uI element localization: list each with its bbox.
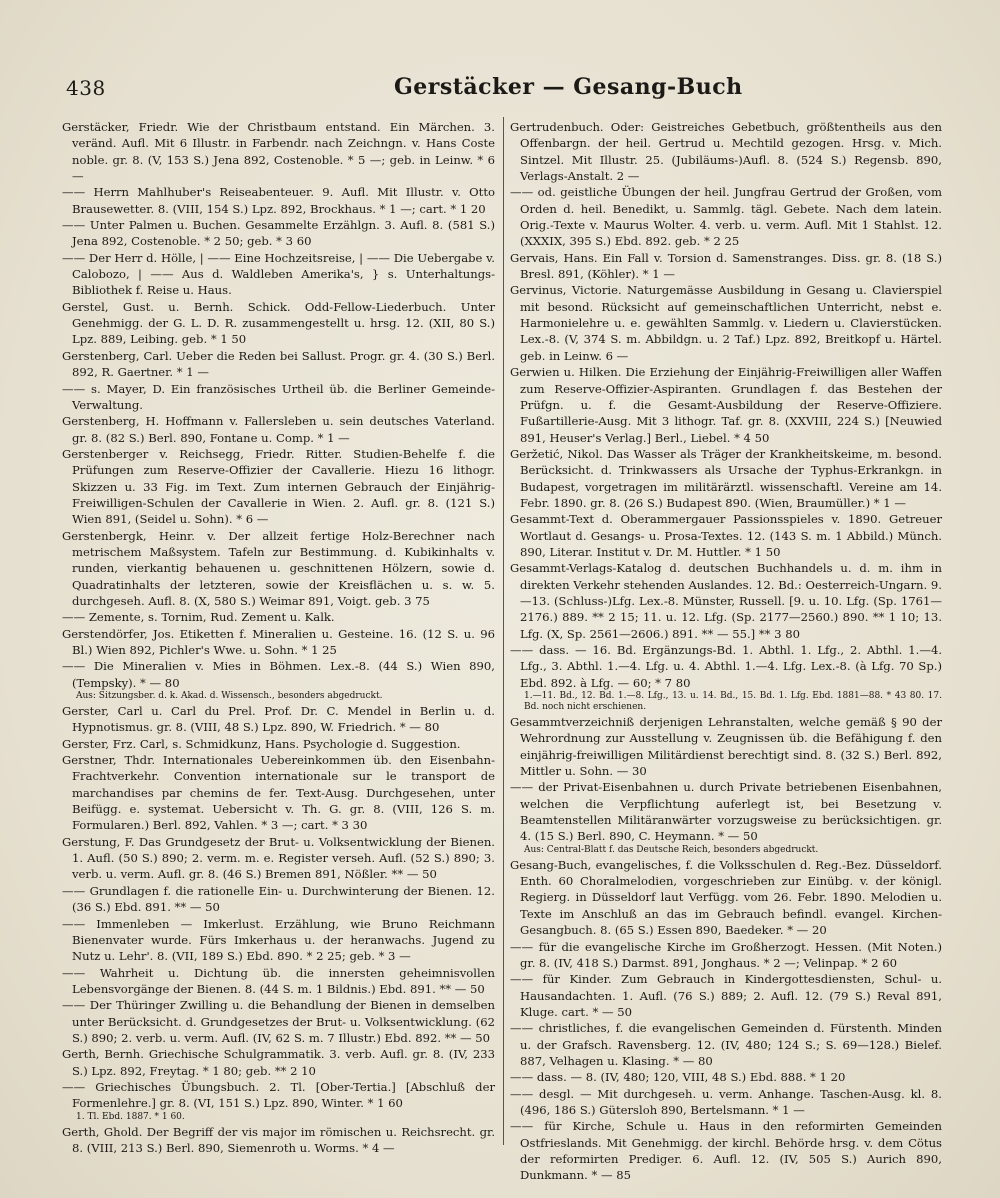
catalog-entry: Gervais, Hans. Ein Fall v. Torsion d. Samenstranges. Diss. gr. 8. (18 S.) Bresl. 891, (Köhler). * 1 —: [510, 250, 942, 282]
catalog-entry: —— Grundlagen f. die rationelle Ein- u. Durchwinterung der Bienen. 12. (36 S.) Ebd. 891. ** — 50: [62, 883, 495, 915]
entry-note: 1. Tl. Ebd. 1887. * 1 60.: [76, 1111, 185, 1122]
catalog-entry: —— Der Herr d. Hölle, | —— Eine Hochzeitsreise, | —— Die Uebergabe v. Calobozo, | —— Aus d. Waldleben Amerika's, } s. Unterhaltungs-Bibliothek f. Reise u. Haus.: [62, 250, 495, 298]
catalog-entry: Gerster, Carl u. Carl du Prel. Prof. Dr. C. Mendel in Berlin u. d. Hypnotismus. gr. 8. (VIII, 48 S.) Lpz. 890, W. Friedrich. * — 80: [62, 704, 495, 735]
entry-note: Aus: Central-Blatt f. das Deutsche Reich, besonders abgedruckt.: [524, 844, 819, 855]
catalog-entry: —— Der Thüringer Zwilling u. die Behandlung der Bienen in demselben unter Berücksicht. d. Grundgesetzes der Brut- u. Volksentwicklung. (62 S.) 890; 2. verb. u. verm. Aufl. (IV, 62 S. m. 7 Illustr.) Ebd. 892. ** — 50: [62, 998, 495, 1045]
catalog-entry: Gerstendörfer, Jos. Etiketten f. Mineralien u. Gesteine. 16. (12 S. u. 96 Bl.) Wien 892, Pichler's Wwe. u. Sohn. * 1 25: [62, 626, 495, 657]
catalog-entry: —— Zemente, s. Tornim, Rud. Zement u. Kalk.: [62, 610, 335, 625]
catalog-entry: Gerth, Bernh. Griechische Schulgrammatik. 3. verb. Aufl. gr. 8. (IV, 233 S.) Lpz. 892, Freytag. * 1 80; geb. ** 2 10: [62, 1047, 495, 1078]
entry-note: Aus: Sitzungsber. d. k. Akad. d. Wissensch., besonders abgedruckt.: [76, 691, 383, 702]
column-divider: [503, 117, 504, 1145]
page-header: [0, 74, 1000, 108]
catalog-entry: Gerth, Ghold. Der Begriff der vis major im römischen u. Reichsrecht. gr. 8. (VIII, 213 S.) Berl. 890, Siemenroth u. Worms. * 4 —: [62, 1124, 495, 1155]
page-number: 438: [66, 76, 106, 100]
catalog-entry: —— für die evangelische Kirche im Großherzogt. Hessen. (Mit Noten.) gr. 8. (IV, 418 S.) Darmst. 891, Jonghaus. * 2 —; Velinpap. * 2 60: [510, 939, 942, 970]
catalog-entry: —— s. Mayer, D. Ein französisches Urtheil üb. die Berliner Gemeinde-Verwaltung.: [62, 381, 495, 412]
catalog-entry: Gerstenberg, H. Hoffmann v. Fallersleben u. sein deutsches Vaterland. gr. 8. (82 S.) Berl. 890, Fontane u. Comp. * 1 —: [62, 414, 495, 445]
catalog-entry: —— für Kirche, Schule u. Haus in den reformirten Gemeinden Ostfrieslands. Mit Genehmigg. der kirchl. Behörde hrsg. v. dem Cötus der reformirten Prediger. 6. Aufl. 12. (IV, 505 S.) Aurich 890, Dunkmann. * — 85: [510, 1119, 942, 1183]
catalog-entry: —— od. geistliche Übungen der heil. Jungfrau Gertrud der Großen, vom Orden d. heil. Benedikt, u. Sammlg. tägl. Gebete. Nach dem latein. Orig.-Texte v. Maurus Wolter. 4. verb. u. verm. Aufl. Mit 1 Stahlst. 12. (XXXIX, 395 S.) Ebd. 892. geb. * 2 25: [510, 185, 942, 249]
right-column: [510, 119, 942, 1183]
catalog-entry: Gerstel, Gust. u. Bernh. Schick. Odd-Fellow-Liederbuch. Unter Genehmigg. der G. L. D. R. zusammengestellt u. hrsg. 12. (XII, 80 S.) Lpz. 889, Leibing. geb. * 1 50: [62, 299, 495, 347]
catalog-entry: Gervinus, Victorie. Naturgemässe Ausbildung in Gesang u. Clavierspiel mit besond. Rücksicht auf gemeinschaftlichen Unterricht, nebst e. Harmonielehre u. e. gewählten Sammlg. v. Liedern u. Clavierstücken. Lex.-8. (V, 374 S. m. Abbildgn. u. 2 Taf.) Lpz. 892, Breitkopf u. Härtel. geb. in Leinw. 6 —: [510, 283, 942, 363]
running-head: Gerstäcker — Gesang-Buch: [394, 74, 743, 100]
catalog-entry: —— Die Mineralien v. Mies in Böhmen. Lex.-8. (44 S.) Wien 890, (Tempsky). * — 80: [62, 659, 495, 690]
catalog-entry: —— dass. — 8. (IV, 480; 120, VIII, 48 S.) Ebd. 888. * 1 20: [510, 1070, 846, 1085]
catalog-entry: Gesammt-Verlags-Katalog d. deutschen Buchhandels u. d. m. ihm in direkten Verkehr stehenden Auslandes. 12. Bd.: Oesterreich-Ungarn. 9.—13. (Schluss-)Lfg. Lex.-8. Münster, Russell. [9. u. 10. Lfg. (Sp. 1761—2176.) 889. ** 2 15; 11. u. 12. Lfg. (Sp. 2177—2560.) 890. ** 1 10; 13. Lfg. (X, Sp. 2561—2606.) 891. ** — 55.] ** 3 80: [510, 561, 942, 641]
catalog-entry: Gerstenberg, Carl. Ueber die Reden bei Sallust. Progr. gr. 4. (30 S.) Berl. 892, R. Gaertner. * 1 —: [62, 348, 495, 380]
catalog-entry: Gesammtverzeichniß derjenigen Lehranstalten, welche gemäß § 90 der Wehrordnung zur Ausstellung v. Zeugnissen üb. die Befähigung f. den einjährig-freiwilligen Militärdienst berechtigt sind. 8. (32 S.) Berl. 892, Mittler u. Sohn. — 30: [510, 715, 942, 779]
catalog-entry: —— desgl. — Mit durchgeseh. u. verm. Anhange. Taschen-Ausg. kl. 8. (496, 186 S.) Gütersloh 890, Bertelsmann. * 1 —: [510, 1086, 942, 1117]
catalog-entry: —— für Kinder. Zum Gebrauch in Kindergottesdiensten, Schul- u. Hausandachten. 1. Aufl. (76 S.) 889; 2. Aufl. 12. (79 S.) Reval 891, Kluge. cart. * — 50: [510, 972, 942, 1019]
catalog-entry: Gerster, Frz. Carl, s. Schmidkunz, Hans. Psychologie d. Suggestion.: [62, 736, 461, 751]
entry-note: 1.—11. Bd., 12. Bd. 1.—8. Lfg., 13. u. 14. Bd., 15. Bd. 1. Lfg. Ebd. 1881—88. * 43 80. 17. Bd. noch nicht erschienen.: [524, 691, 942, 713]
catalog-entry: Gerstäcker, Friedr. Wie der Christbaum entstand. Ein Märchen. 3. veränd. Aufl. Mit 6 Illustr. in Farbendr. nach Zeichngn. v. Hans Coste noble. gr. 8. (V, 153 S.) Jena 892, Costenoble. * 5 —; geb. in Leinw. * 6 —: [62, 120, 495, 184]
catalog-entry: Gerwien u. Hilken. Die Erziehung der Einjährig-Freiwilligen aller Waffen zum Reserve-Offizier-Aspiranten. Grundlagen f. das Bestehen der Prüfgn. u. f. die Gesamt-Ausbildung der Reserve-Offiziere. Fußartillerie-Ausg. Mit 3 lithogr. Taf. gr. 8. (XXVIII, 224 S.) [Neuwied 891, Heuser's Verlag.] Berl., Liebel. * 4 50: [510, 365, 942, 445]
catalog-entry: Gerstung, F. Das Grundgesetz der Brut- u. Volksentwicklung der Bienen. 1. Aufl. (50 S.) 890; 2. verm. m. e. Register verseh. Aufl. (52 S.) 890; 3. verb. u. verm. Aufl. gr. 8. (46 S.) Bremen 891, Nößler. ** — 50: [62, 834, 495, 882]
catalog-entry: Gesang-Buch, evangelisches, f. die Volksschulen d. Reg.-Bez. Düsseldorf. Enth. 60 Choralmelodien, vorgeschrieben zur Einübg. v. der königl. Regierg. in Düsseldorf laut Verfügg. vom 26. Febr. 1890. Melodien u. Texte im Anschluß an das im Gebrauch befindl. evangel. Kirchen-Gesangbuch. 8. (65 S.) Essen 890, Baedeker. * — 20: [510, 857, 942, 938]
catalog-entry: —— Wahrheit u. Dichtung üb. die innersten geheimnisvollen Lebensvorgänge der Bienen. 8. (44 S. m. 1 Bildnis.) Ebd. 891. ** — 50: [62, 965, 495, 996]
catalog-entry: Gerstenbergk, Heinr. v. Der allzeit fertige Holz-Berechner nach metrischem Maßsystem. Tafeln zur Bestimmung. d. Kubikinhalts v. runden, vierkantig behauenen u. geschnittenen Hölzern, sowie d. Quadratinhalts der letzteren, sowie der Kreisflächen u. s. w. 5. durchgeseh. Aufl. 8. (X, 580 S.) Weimar 891, Voigt. geb. 3 75: [62, 528, 495, 608]
catalog-entry: Gertrudenbuch. Oder: Geistreiches Gebetbuch, größtentheils aus den Offenbargn. der heil. Gertrud u. Mechtild gezogen. Hrsg. v. Mich. Sintzel. Mit Illustr. 25. (Jubiläums-)Aufl. 8. (524 S.) Regensb. 890, Verlags-Anstalt. 2 —: [510, 120, 942, 184]
catalog-entry: Gesammt-Text d. Oberammergauer Passionsspieles v. 1890. Getreuer Wortlaut d. Gesangs- u. Prosa-Textes. 12. (143 S. m. 1 Abbild.) Münch. 890, Literar. Institut v. Dr. M. Huttler. * 1 50: [510, 512, 942, 559]
catalog-entry: —— christliches, f. die evangelischen Gemeinden d. Fürstenth. Minden u. der Grafsch. Ravensberg. 12. (IV, 480; 124 S.; S. 69—128.) Bielef. 887, Velhagen u. Klasing. * — 80: [510, 1021, 942, 1068]
catalog-entry: —— Immenleben — Imkerlust. Erzählung, wie Bruno Reichmann Bienenvater wurde. Fürs Imkerhaus u. der heranwachs. Jugend zu Nutz u. Lehr'. 8. (VII, 189 S.) Ebd. 890. * 2 25; geb. * 3 —: [62, 916, 495, 964]
left-column: [62, 119, 495, 1155]
catalog-entry: —— der Privat-Eisenbahnen u. durch Private betriebenen Eisenbahnen, welchen die Verpflichtung auferlegt ist, bei Besetzung v. Beamtenstellen Militäranwärter vorzugsweise zu berücksichtigen. gr. 4. (15 S.) Berl. 890, C. Heymann. * — 50: [510, 780, 942, 844]
catalog-entry: —— Unter Palmen u. Buchen. Gesammelte Erzählgn. 3. Aufl. 8. (581 S.) Jena 892, Costenoble. * 2 50; geb. * 3 60: [62, 218, 495, 249]
catalog-entry: Geržetić, Nikol. Das Wasser als Träger der Krankheitskeime, m. besond. Berücksicht. d. Trinkwassers als Ursache der Typhus-Erkrankgn. in Budapest, vorgetragen im militärärztl. wissenschaftl. Vereine am 14. Febr. 1890. gr. 8. (26 S.) Budapest 890. (Wien, Braumüller.) * 1 —: [510, 446, 942, 510]
catalog-entry: —— dass. — 16. Bd. Ergänzungs-Bd. 1. Abthl. 1. Lfg., 2. Abthl. 1.—4. Lfg., 3. Abthl. 1.—4. Lfg. u. 4. Abthl. 1.—4. Lfg. Lex.-8. (à Lfg. 70 Sp.) Ebd. 892. à Lfg. — 60; * 7 80: [510, 643, 942, 690]
catalog-entry: —— Griechisches Übungsbuch. 2. Tl. [Ober-Tertia.] [Abschluß der Formenlehre.] gr. 8. (VI, 151 S.) Lpz. 890, Winter. * 1 60: [62, 1079, 495, 1111]
catalog-entry: Gerstenberger v. Reichsegg, Friedr. Ritter. Studien-Behelfe f. die Prüfungen zum Reserve-Offizier der Cavallerie. Hiezu 16 lithogr. Skizzen u. 33 Fig. im Text. Zum internen Gebrauch der Einjährig-Freiwilligen-Schulen der Cavallerie in Wien. 2. Aufl. gr. 8. (121 S.) Wien 891, (Seidel u. Sohn). * 6 —: [62, 446, 495, 527]
catalog-entry: Gerstner, Thdr. Internationales Uebereinkommen üb. den Eisenbahn-Frachtverkehr. Convention internationale sur le transport de marchandises par chemins de fer. Text-Ausg. Durchgesehen, unter Beifügg. e. systemat. Uebersicht v. Th. G. gr. 8. (VIII, 126 S. m. Formularen.) Berl. 892, Vahlen. * 3 —; cart. * 3 30: [62, 753, 495, 833]
catalog-entry: —— Herrn Mahlhuber's Reiseabenteuer. 9. Aufl. Mit Illustr. v. Otto Brausewetter. 8. (VIII, 154 S.) Lpz. 892, Brockhaus. * 1 —; cart. * 1 20: [62, 185, 495, 216]
